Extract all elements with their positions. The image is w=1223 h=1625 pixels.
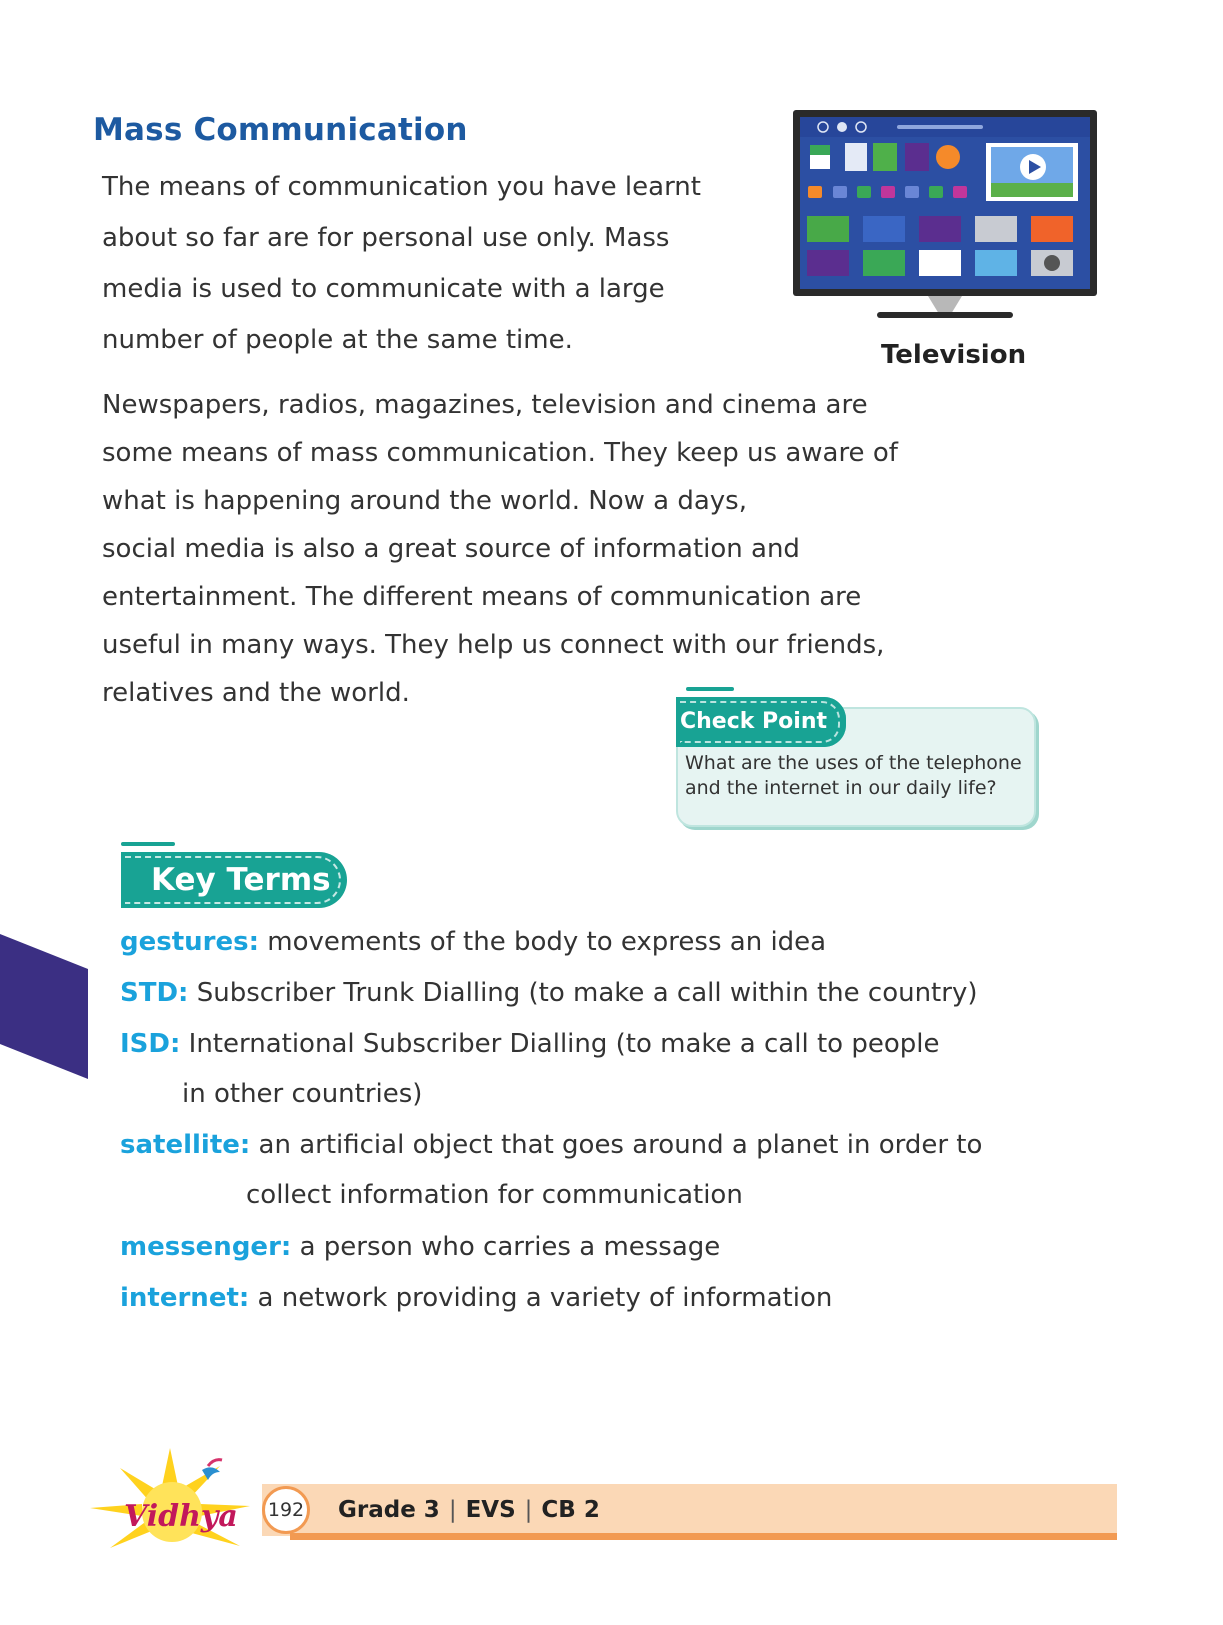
intro-line: media is used to communicate with a large: [102, 274, 665, 304]
check-point-decoration: [686, 687, 734, 691]
intro-paragraph: [102, 162, 782, 366]
footer-book: CB 2: [541, 1497, 600, 1523]
question-line: What are the uses of the telephone: [685, 752, 1022, 774]
television-illustration: [793, 110, 1097, 330]
key-terms-decoration: [121, 842, 175, 846]
vidhya-logo: [90, 1448, 265, 1558]
side-tab-decoration: [0, 934, 88, 1079]
key-term-item: [120, 1281, 832, 1315]
figure-caption: Television: [881, 340, 1027, 370]
intro-line: The means of communication you have learnt: [102, 172, 701, 202]
paragraph-line: useful in many ways. They help us connect with our friends,: [102, 630, 885, 660]
section-title: Mass Communication: [93, 112, 468, 148]
paragraph-line: entertainment. The different means of communication are: [102, 582, 862, 612]
footer-grade: Grade 3: [338, 1497, 440, 1523]
check-point-question: [685, 751, 1035, 801]
paragraph-line: what is happening around the world. Now a days,: [102, 486, 747, 516]
key-term-item: [120, 1027, 939, 1061]
key-term-definition: a network providing a variety of information: [257, 1283, 833, 1313]
key-term-continuation: collect information for communication: [246, 1180, 743, 1210]
key-term-word: ISD:: [120, 1029, 181, 1059]
key-terms-label-text: Key Terms: [151, 862, 331, 898]
logo-text: Vidhya: [124, 1499, 238, 1534]
page-number: 192: [262, 1486, 310, 1534]
key-term-word: gestures:: [120, 927, 259, 957]
key-term-definition: an artificial object that goes around a planet in order to: [258, 1130, 983, 1160]
key-term-definition: movements of the body to express an idea: [267, 927, 827, 957]
check-point-label-text: Check Point: [680, 709, 828, 734]
paragraph-line: some means of mass communication. They keep us aware of: [102, 438, 898, 468]
key-term-item: [120, 976, 977, 1010]
paragraph-line: Newspapers, radios, magazines, television and cinema are: [102, 390, 868, 420]
key-terms-label: [121, 852, 347, 908]
check-point-box: [676, 697, 1040, 832]
key-term-word: messenger:: [120, 1232, 292, 1262]
footer-separator: |: [524, 1497, 533, 1523]
key-term-item: [120, 1230, 720, 1264]
key-term-definition: International Subscriber Dialling (to make a call to people: [188, 1029, 940, 1059]
key-term-item: [120, 1128, 982, 1162]
paragraph-line: relatives and the world.: [102, 678, 410, 708]
key-term-word: internet:: [120, 1283, 250, 1313]
key-term-word: STD:: [120, 978, 189, 1008]
intro-line: number of people at the same time.: [102, 325, 573, 355]
intro-line: about so far are for personal use only. Mass: [102, 223, 670, 253]
check-point-label: [676, 697, 846, 747]
mass-media-paragraph: [102, 381, 972, 717]
key-terms-dashed-border: [125, 856, 341, 904]
key-term-word: satellite:: [120, 1130, 251, 1160]
footer-subject: EVS: [465, 1497, 516, 1523]
paragraph-line: social media is also a great source of information and: [102, 534, 800, 564]
key-term-definition: Subscriber Trunk Dialling (to make a call within the country): [196, 978, 978, 1008]
key-term-definition: a person who carries a message: [299, 1232, 721, 1262]
key-term-continuation: in other countries): [182, 1079, 423, 1109]
footer-separator: |: [448, 1497, 457, 1523]
key-term-item: [120, 925, 826, 959]
question-line: and the internet in our daily life?: [685, 777, 997, 799]
footer-book-info: [338, 1484, 600, 1536]
